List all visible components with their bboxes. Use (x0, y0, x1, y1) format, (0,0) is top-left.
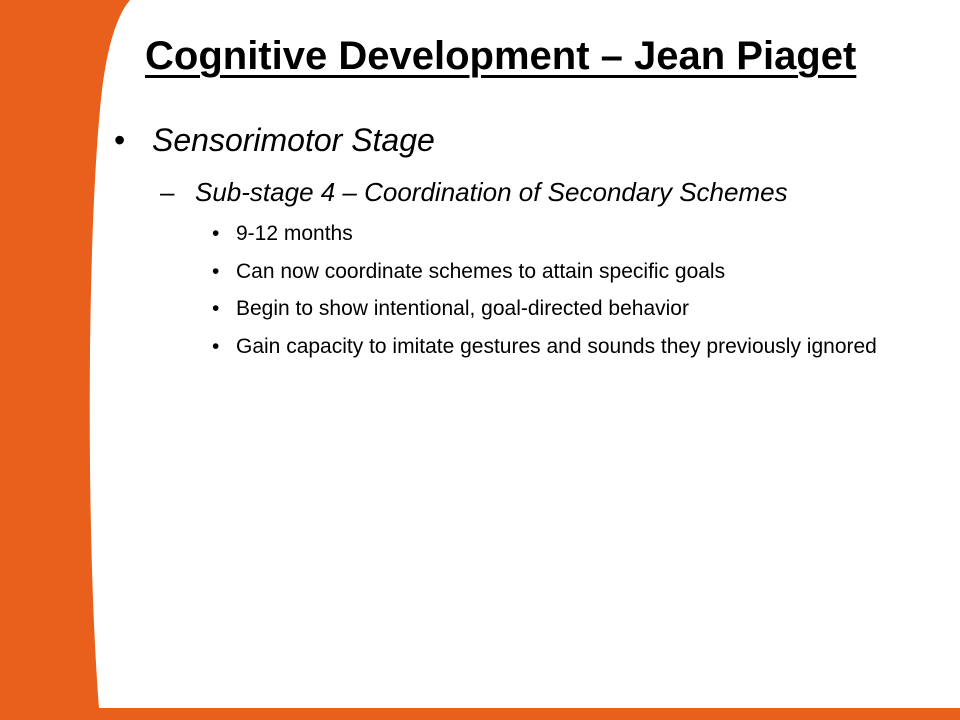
bullet-text: 9-12 months (236, 222, 353, 245)
orange-swoosh-left (0, 0, 130, 720)
bullet-level3-item (212, 221, 896, 247)
bullet-text: Sensorimotor Stage (152, 122, 435, 158)
bullet-level3-item (212, 334, 896, 360)
bullet-level3-item (212, 296, 896, 322)
bullet-marker: • (212, 335, 220, 358)
bullet-level2 (160, 177, 788, 208)
bullet-text: Gain capacity to imitate gestures and sounds they previously ignored (236, 335, 877, 358)
slide-title: Cognitive Development – Jean Piaget (145, 34, 857, 78)
bullet-marker: • (212, 260, 220, 283)
bullet-text: Can now coordinate schemes to attain specific goals (236, 260, 726, 283)
bullet-marker: • (212, 297, 220, 320)
bullet-marker: • (212, 222, 220, 245)
bullet-level1 (114, 122, 435, 159)
bullet-text: Begin to show intentional, goal-directed behavior (236, 297, 689, 320)
dash-marker: – (160, 177, 175, 207)
bullet-level3-item (212, 259, 896, 285)
bullet-marker: • (114, 122, 126, 158)
orange-bottom-bar (0, 708, 960, 720)
bullet-text: Sub-stage 4 – Coordination of Secondary Schemes (195, 177, 788, 207)
